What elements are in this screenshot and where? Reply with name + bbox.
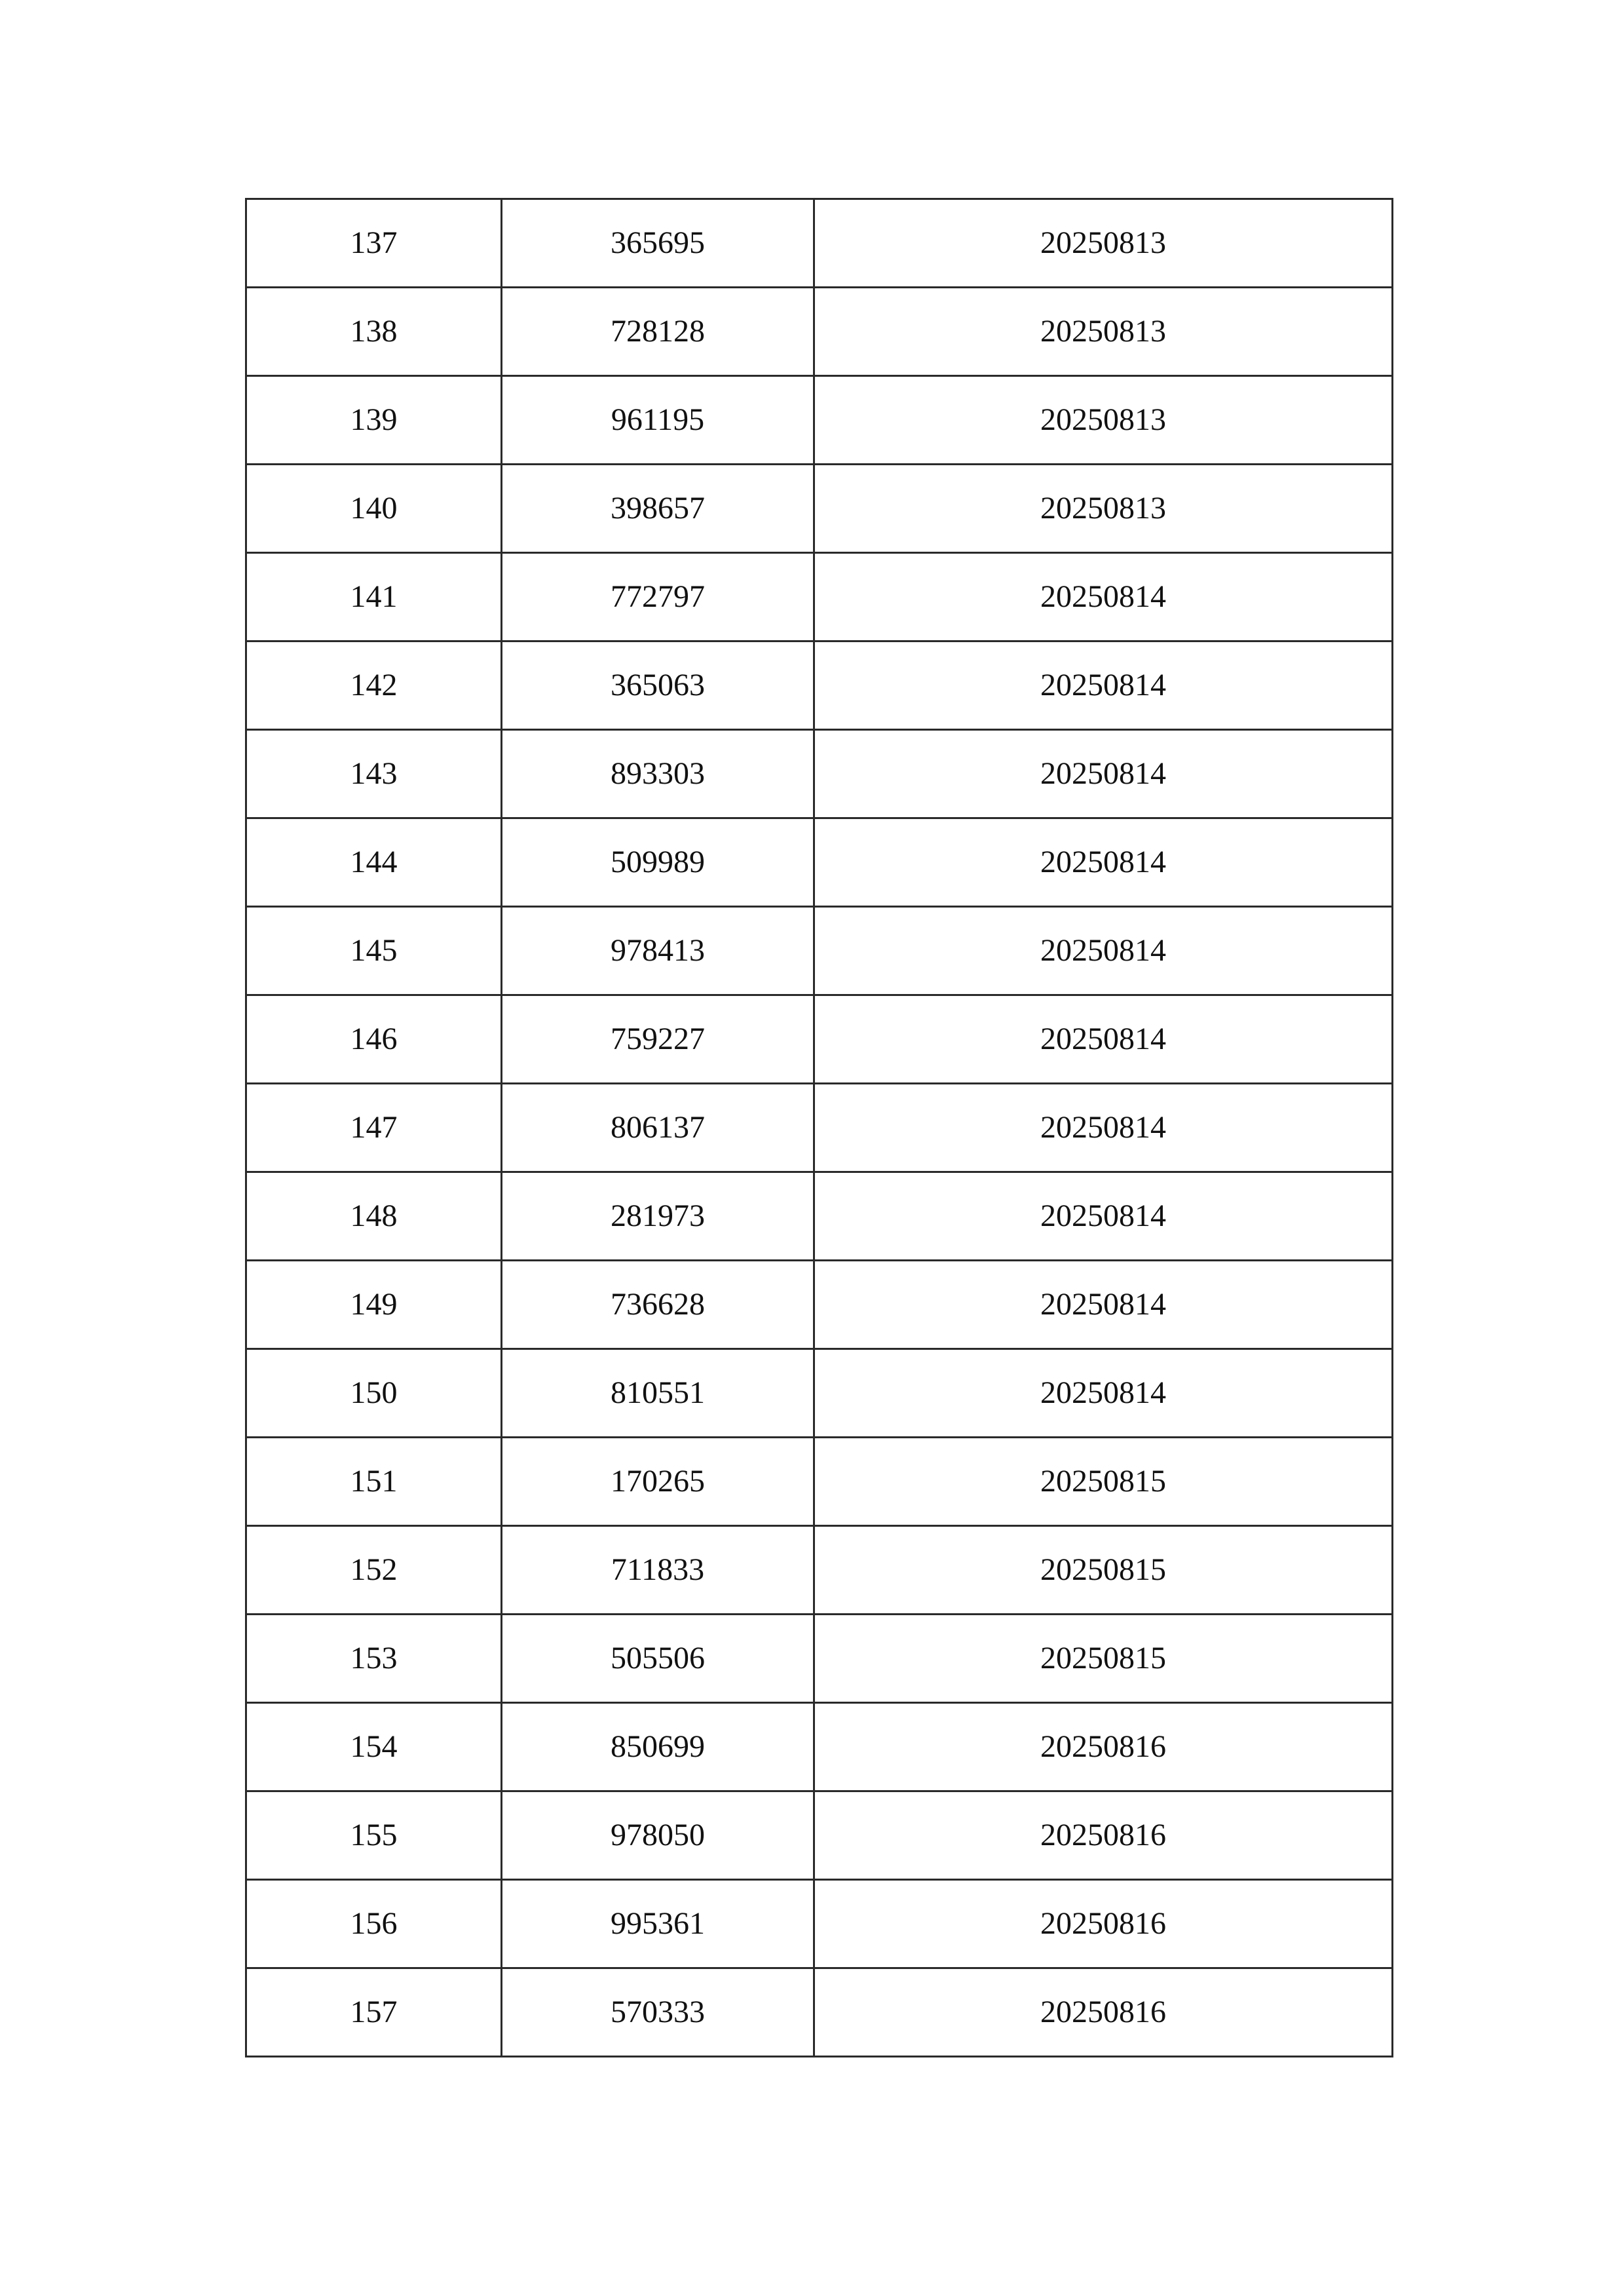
record-id-cell: 810551 [502, 1349, 814, 1438]
date-cell: 20250815 [814, 1526, 1393, 1615]
table-row [246, 1791, 1393, 1880]
table-row [246, 1615, 1393, 1703]
row-number-cell: 156 [246, 1880, 502, 1968]
date-cell: 20250814 [814, 730, 1393, 818]
table-row [246, 465, 1393, 553]
row-number-cell: 146 [246, 995, 502, 1084]
date-cell: 20250814 [814, 818, 1393, 907]
record-id-cell: 570333 [502, 1968, 814, 2057]
table-row [246, 818, 1393, 907]
row-number-cell: 141 [246, 553, 502, 641]
date-cell: 20250816 [814, 1968, 1393, 2057]
table-row [246, 907, 1393, 995]
record-id-cell: 736628 [502, 1261, 814, 1349]
record-id-cell: 398657 [502, 465, 814, 553]
record-id-cell: 505506 [502, 1615, 814, 1703]
record-id-cell: 759227 [502, 995, 814, 1084]
date-cell: 20250814 [814, 907, 1393, 995]
table-row [246, 553, 1393, 641]
records-table [245, 198, 1393, 2057]
record-id-cell: 772797 [502, 553, 814, 641]
row-number-cell: 157 [246, 1968, 502, 2057]
record-id-cell: 978050 [502, 1791, 814, 1880]
date-cell: 20250814 [814, 641, 1393, 730]
table-row [246, 1526, 1393, 1615]
record-id-cell: 365695 [502, 199, 814, 288]
record-id-cell: 961195 [502, 376, 814, 465]
row-number-cell: 140 [246, 465, 502, 553]
table-row [246, 199, 1393, 288]
row-number-cell: 137 [246, 199, 502, 288]
date-cell: 20250813 [814, 376, 1393, 465]
date-cell: 20250815 [814, 1438, 1393, 1526]
table-row [246, 1261, 1393, 1349]
row-number-cell: 147 [246, 1084, 502, 1172]
row-number-cell: 152 [246, 1526, 502, 1615]
table-row [246, 288, 1393, 376]
table-row [246, 1968, 1393, 2057]
date-cell: 20250814 [814, 1084, 1393, 1172]
table-row [246, 730, 1393, 818]
date-cell: 20250814 [814, 553, 1393, 641]
record-id-cell: 995361 [502, 1880, 814, 1968]
table-row [246, 1084, 1393, 1172]
record-id-cell: 509989 [502, 818, 814, 907]
record-id-cell: 711833 [502, 1526, 814, 1615]
date-cell: 20250813 [814, 288, 1393, 376]
table-row [246, 376, 1393, 465]
row-number-cell: 149 [246, 1261, 502, 1349]
row-number-cell: 139 [246, 376, 502, 465]
date-cell: 20250814 [814, 995, 1393, 1084]
date-cell: 20250814 [814, 1349, 1393, 1438]
record-id-cell: 170265 [502, 1438, 814, 1526]
table-row [246, 1438, 1393, 1526]
row-number-cell: 138 [246, 288, 502, 376]
row-number-cell: 148 [246, 1172, 502, 1261]
row-number-cell: 153 [246, 1615, 502, 1703]
row-number-cell: 144 [246, 818, 502, 907]
date-cell: 20250814 [814, 1261, 1393, 1349]
row-number-cell: 143 [246, 730, 502, 818]
date-cell: 20250816 [814, 1791, 1393, 1880]
row-number-cell: 155 [246, 1791, 502, 1880]
row-number-cell: 151 [246, 1438, 502, 1526]
record-id-cell: 806137 [502, 1084, 814, 1172]
records-table-body [246, 199, 1393, 2057]
date-cell: 20250816 [814, 1880, 1393, 1968]
table-row [246, 641, 1393, 730]
record-id-cell: 850699 [502, 1703, 814, 1791]
record-id-cell: 365063 [502, 641, 814, 730]
row-number-cell: 142 [246, 641, 502, 730]
record-id-cell: 281973 [502, 1172, 814, 1261]
record-id-cell: 893303 [502, 730, 814, 818]
date-cell: 20250813 [814, 465, 1393, 553]
record-id-cell: 978413 [502, 907, 814, 995]
date-cell: 20250816 [814, 1703, 1393, 1791]
table-row [246, 995, 1393, 1084]
date-cell: 20250813 [814, 199, 1393, 288]
table-row [246, 1703, 1393, 1791]
date-cell: 20250815 [814, 1615, 1393, 1703]
row-number-cell: 150 [246, 1349, 502, 1438]
row-number-cell: 145 [246, 907, 502, 995]
table-row [246, 1880, 1393, 1968]
table-row [246, 1172, 1393, 1261]
table-row [246, 1349, 1393, 1438]
record-id-cell: 728128 [502, 288, 814, 376]
date-cell: 20250814 [814, 1172, 1393, 1261]
row-number-cell: 154 [246, 1703, 502, 1791]
